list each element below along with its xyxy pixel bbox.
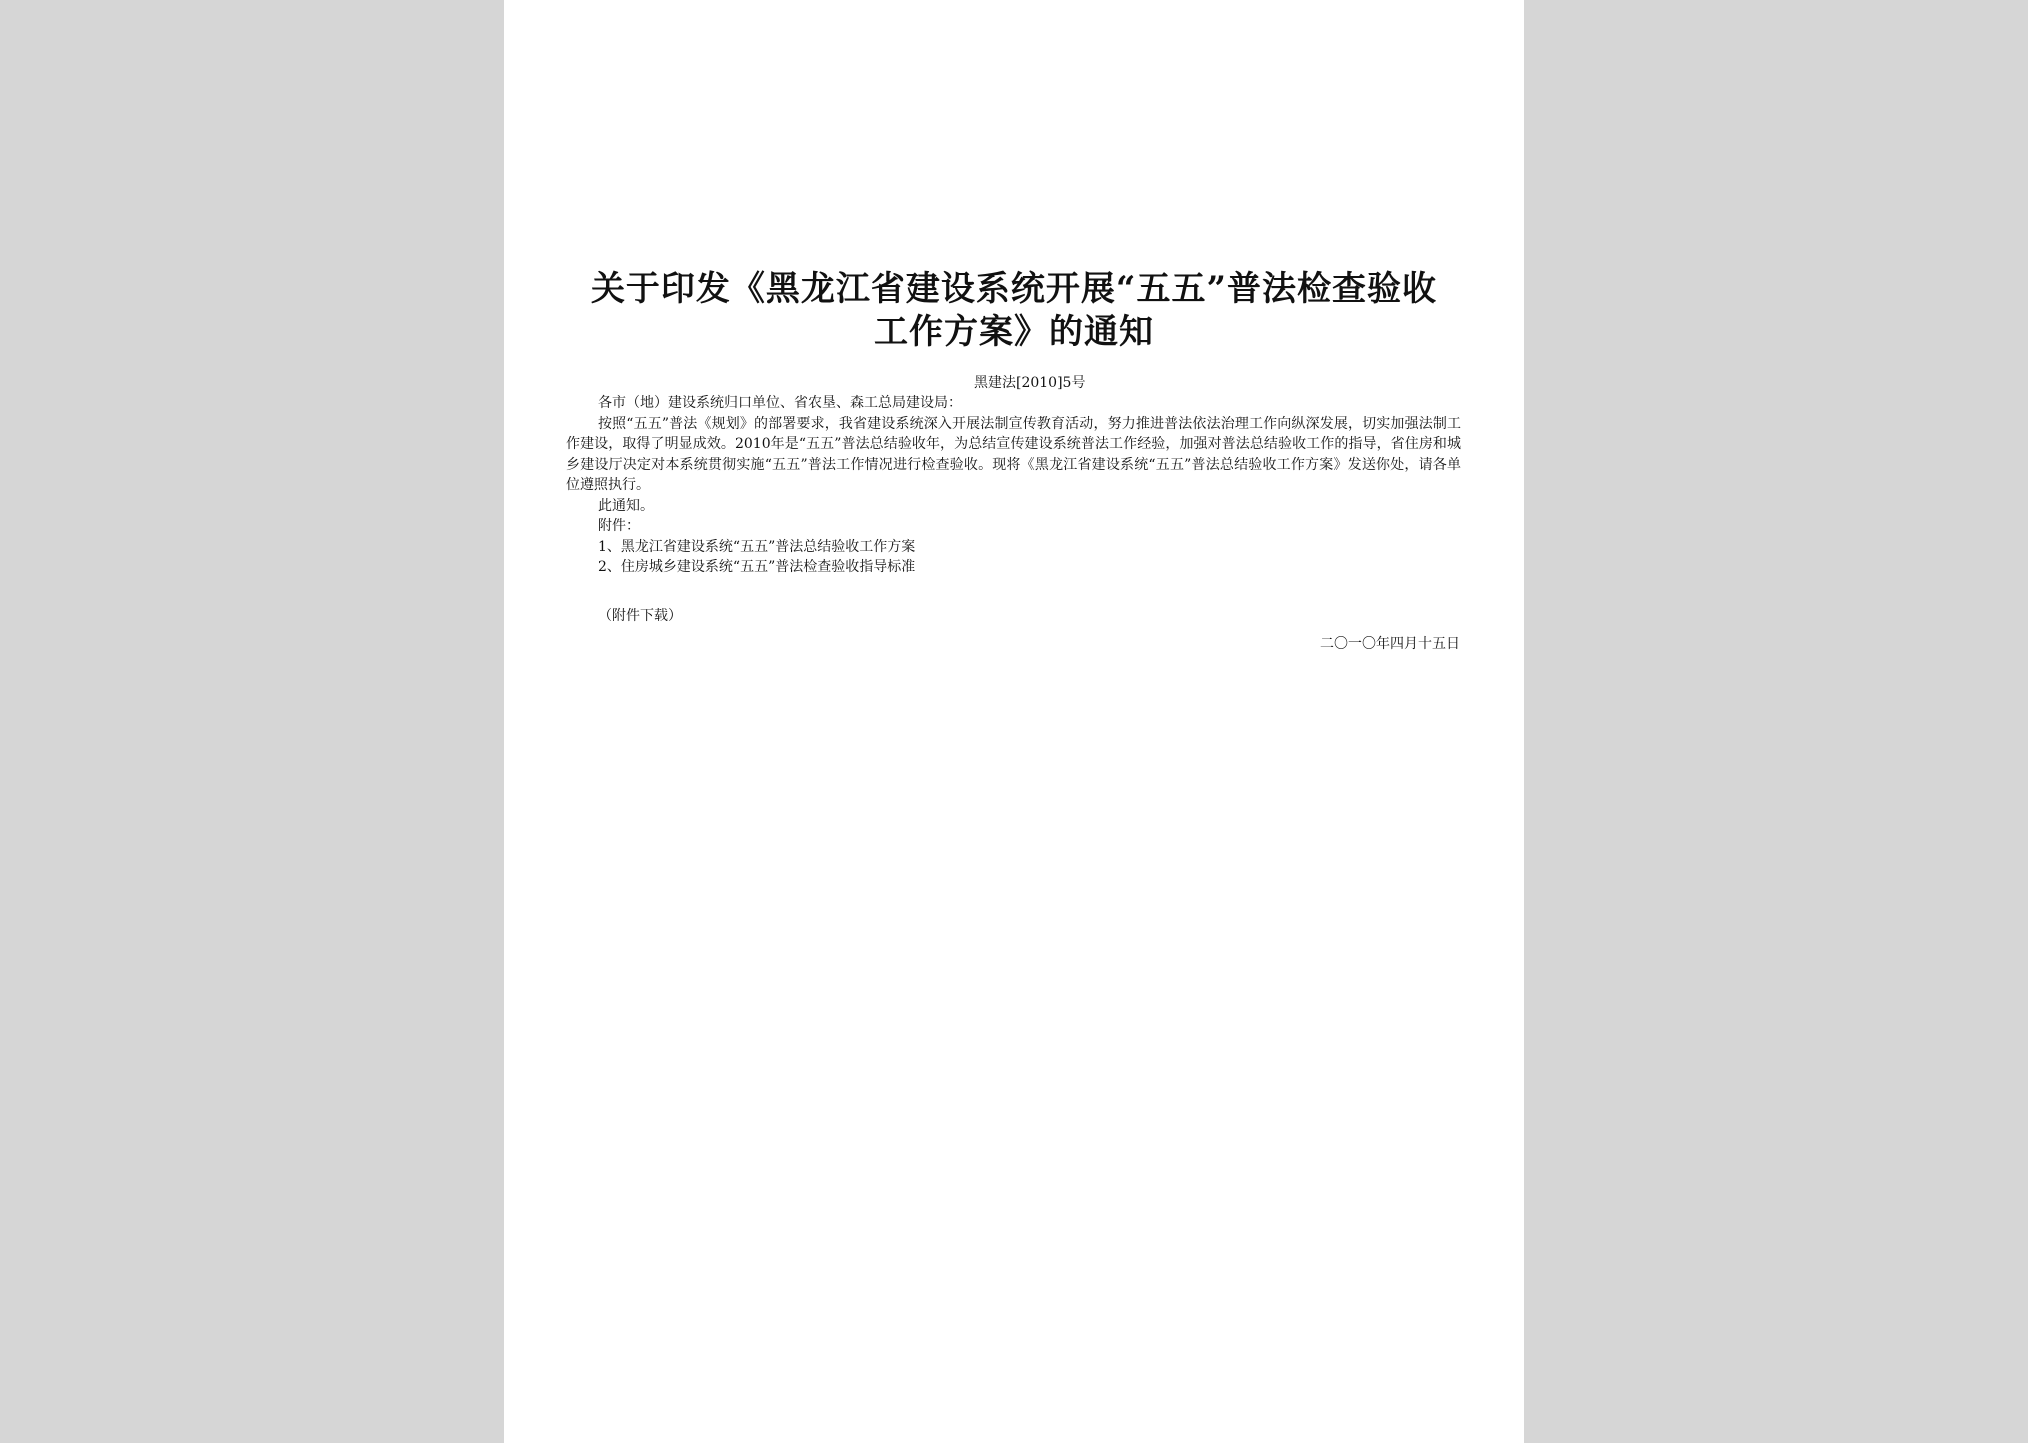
main-paragraph: 按照“五五”普法《规划》的部署要求，我省建设系统深入开展法制宣传教育活动，努力推进普法依法治理工作向纵深发展，切实加强法制工作建设，取得了明显成效。2010年是“五五”普法总结验收年，为总结宣传建设系统普法工作经验，加强对普法总结验收工作的指导，省住房和城乡建设厅决定对本系统贯彻实施“五五”普法工作情况进行检查验收。现将《黑龙江省建设系统“五五”普法总结验收工作方案》发送你处，请各单位遵照执行。	[566, 415, 1461, 493]
attachment-item-2: 2、住房城乡建设系统“五五”普法检查验收指导标准	[598, 559, 916, 575]
attachment-label: 附件：	[598, 518, 640, 534]
salutation: 各市（地）建设系统归口单位、省农垦、森工总局建设局：	[598, 395, 962, 411]
attachment-item-1: 1、黑龙江省建设系统“五五”普法总结验收工作方案	[598, 538, 916, 555]
document-title	[544, 268, 1484, 354]
document-date: 二〇一〇年四月十五日	[1320, 636, 1460, 652]
title-line-2: 工作方案》的通知	[874, 312, 1154, 352]
document-page	[504, 0, 1524, 1443]
document-body	[566, 393, 1461, 578]
attachment-download-link[interactable]: （附件下载）	[598, 608, 682, 624]
notice-line: 此通知。	[598, 497, 654, 514]
title-line-1: 关于印发《黑龙江省建设系统开展“五五”普法检查验收	[590, 269, 1438, 309]
document-number: 黑建法[2010]5号	[974, 375, 1086, 391]
